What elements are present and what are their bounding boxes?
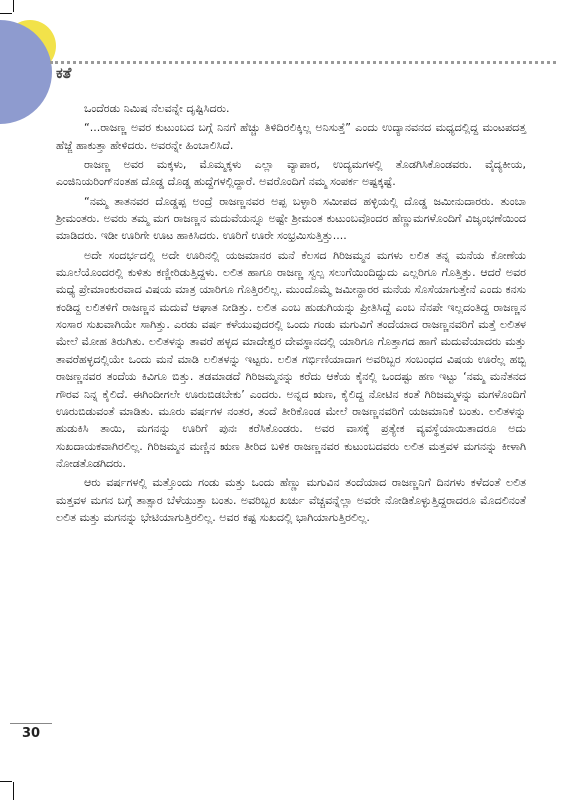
paragraph: ಒಂದೆರಡು ನಿಮಿಷ ನೆಲವನ್ನೇ ದೃಷ್ಟಿಸಿದರು. bbox=[84, 102, 230, 115]
paragraph: ಆರು ವರ್ಷಗಳಲ್ಲಿ ಮತ್ತೊಂದು ಗಂಡು ಮತ್ತು ಒಂದು ಹೆಣ್ಣು ಮಗುವಿನ ತಂದೆಯಾದ ರಾಜಣ್ಣನಿಗೆ ದಿನಗಳು ಕಳೆದಂತೆ ಲಲಿತ ಮತ್ತವಳ ಮಗನ ಬಗ್ಗೆ ತಾತ್ಸಾರ ಬೆಳೆಯುತ್ತಾ ಬಂತು. ಅವರಿಬ್ಬರ ಖರ್ಚು ವೆಚ್ಚವನ್ನೆಲ್ಲಾ ಅವರೇ ನೋಡಿಕೊಳ್ಳುತ್ತಿದ್ದರಾದರೂ ಮೊದಲಿನಂತೆ ಲಲಿತ ಮತ್ತು ಮಗನನ್ನು ಭೇಟಿಯಾಗುತ್ತಿರಲಿಲ್ಲ. ಅವರ ಕಷ್ಟ ಸುಖದಲ್ಲಿ ಭಾಗಿಯಾಗುತ್ತಿರಲಿಲ್ಲ. bbox=[56, 476, 526, 524]
crop-mark-top-left-horizontal bbox=[0, 13, 12, 14]
paragraph: ರಾಜಣ್ಣ ಅವರ ಮಕ್ಕಳು, ಮೊಮ್ಮಕ್ಕಳು ಎಲ್ಲಾ ವ್ಯಾಪಾರ, ಉದ್ಯಮಗಳಲ್ಲಿ ತೊಡಗಿಸಿಕೊಂಡವರು. ವೈದ್ಯಕೀಯ, ಎಂಜಿನಿಯರಿಂಗ್‌ನಂತಹ ದೊಡ್ಡ ದೊಡ್ಡ ಹುದ್ದೆಗಳಲ್ಲಿದ್ದಾರೆ. ಅವರೊಂದಿಗೆ ನಮ್ಮ ಸಂಪರ್ಕ ಅಷ್ಟಕ್ಕಷ್ಟೆ. bbox=[56, 158, 526, 189]
paragraph: “...ರಾಜಣ್ಣ ಅವರ ಕುಟುಂಬದ ಬಗ್ಗೆ ನಿನಗೆ ಹೆಚ್ಚು ತಿಳಿದಿರಲಿಕ್ಕಿಲ್ಲ ಅನಿಸುತ್ತೆ” ಎಂದು ಉದ್ಯಾನವನದ ಮಧ್ಯದಲ್ಲಿದ್ದ ಮಂಟಪದತ್ತ ಹೆಜ್ಜೆ ಹಾಕುತ್ತಾ ಹೇಳಿದರು. ಅವರನ್ನೇ ಹಿಂಬಾಲಿಸಿದೆ. bbox=[56, 121, 526, 152]
crop-mark-bottom-left-vertical bbox=[13, 782, 14, 800]
article-body bbox=[56, 100, 526, 526]
paragraph: ಅದೇ ಸಂದರ್ಭದಲ್ಲಿ ಅದೇ ಊರಿನಲ್ಲಿ ಯಜಮಾನರ ಮನೆ ಕೆಲಸದ ಗಿರಿಜಮ್ಮನ ಮಗಳು ಲಲಿತ ತನ್ನ ಮನೆಯ ಕೋಣೆಯ ಮೂಲೆಯೊಂದರಲ್ಲಿ ಕುಳಿತು ಕಣ್ಣೀರಿಡುತ್ತಿದ್ದಳು. ಲಲಿತ ಹಾಗೂ ರಾಜಣ್ಣ ಸ್ವಲ್ಪ ಸಲುಗೆಯಿಂದಿದ್ದುದು ಎಲ್ಲರಿಗೂ ಗೊತ್ತಿತ್ತು. ಆದರೆ ಅವರ ಮಧ್ಯೆ ಪ್ರೇಮಾಂಕುರವಾದ ವಿಷಯ ಮಾತ್ರ ಯಾರಿಗೂ ಗೊತ್ತಿರಲಿಲ್ಲ. ಮುಂದೊಮ್ಮೆ ಜಮೀನ್ದಾರರ ಮನೆಯ ಸೊಸೆಯಾಗುತ್ತೇನೆ ಎಂದು ಕನಸು ಕಂಡಿದ್ದ ಲಲಿತಳಿಗೆ ರಾಜಣ್ಣನ ಮದುವೆ ಆಘಾತ ನೀಡಿತ್ತು. ಲಲಿತ ಎಂಬ ಹುಡುಗಿಯನ್ನು ಪ್ರೀತಿಸಿದ್ದೆ ಎಂಬ ನೆನಪೇ ಇಲ್ಲದಂತಿದ್ದ ರಾಜಣ್ಣನ ಸಂಸಾರ ಸುಖವಾಗಿಯೇ ಸಾಗಿತ್ತು. ಎರಡು ವರ್ಷ ಕಳೆಯುವುದರಲ್ಲಿ ಒಂದು ಗಂಡು ಮಗುವಿಗೆ ತಂದೆಯಾದ ರಾಜಣ್ಣನವರಿಗೆ ಮತ್ತೆ ಲಲಿತಳ ಮೇಲೆ ಮೋಹ ತಿರುಗಿತು. ಲಲಿತಳನ್ನು ತಾವರೆ ಹಳ್ಳದ ಮಾದೇಶ್ವರ ದೇವಸ್ಥಾನದಲ್ಲಿ ಯಾರಿಗೂ ಗೊತ್ತಾಗದ ಹಾಗೆ ಮದುವೆಯಾದರು ಮತ್ತು ತಾವರೆಹಳ್ಳದಲ್ಲಿಯೇ ಒಂದು ಮನೆ ಮಾಡಿ ಲಲಿತಳನ್ನು ಇಟ್ಟರು. ಲಲಿತ ಗರ್ಭಿಣಿಯಾದಾಗ ಅವರಿಬ್ಬರ ಸಂಬಂಧದ ವಿಷಯ ಊರೆಲ್ಲ ಹಬ್ಬಿ ರಾಜಣ್ಣನವರ ತಂದೆಯ ಕಿವಿಗೂ ಬಿತ್ತು. ತಡಮಾಡದೆ ಗಿರಿಜಮ್ಮನನ್ನು ಕರೆದು ಆಕೆಯ ಕೈನಲ್ಲಿ ಒಂದಷ್ಟು ಹಣ ಇಟ್ಟು ‘ನಮ್ಮ ಮನೆತನದ ಗೌರವ ನಿನ್ನ ಕೈಲಿದೆ. ಈಗಿಂದೀಗಲೇ ಊರುಬಿಡಬೇಕು’ ಎಂದರು. ಅನ್ನದ ಋಣ, ಕೈಲಿದ್ದ ನೋಟಿನ ಕಂತೆ ಗಿರಿಜಮ್ಮಳನ್ನು ಮಗಳೊಂದಿಗೆ ಊರುಬಿಡುವಂತೆ ಮಾಡಿತು. ಮೂರು ವರ್ಷಗಳ ನಂತರ, ತಂದೆ ತೀರಿಕೊಂಡ ಮೇಲೆ ರಾಜಣ್ಣನವರಿಗೆ ಯಜಮಾನಿಕೆ ಬಂತು. ಲಲಿತಳನ್ನು ಹುಡುಕಿಸಿ ತಾಯಿ, ಮಗನನ್ನು ಊರಿಗೆ ಪುನಃ ಕರೆಸಿಕೊಂಡರು. ಅವರ ವಾಸಕ್ಕೆ ಪ್ರತ್ಯೇಕ ವ್ಯವಸ್ಥೆಯಾಯಿತಾದರೂ ಅದು ಸುಖದಾಯಕವಾಗಿರಲಿಲ್ಲ. ಗಿರಿಜಮ್ಮನ ಮಣ್ಣಿನ ಋಣ ತೀರಿದ ಬಳಿಕ ರಾಜಣ್ಣನವರ ಕುಟುಂಬದವರು ಲಲಿತ ಮತ್ತವಳ ಮಗನನ್ನು ಕೀಳಾಗಿ ನೋಡತೊಡಗಿದರು. bbox=[56, 248, 526, 470]
crop-mark-bottom-left-horizontal bbox=[0, 781, 12, 782]
paragraph: “ನಮ್ಮ ತಾತನವರ ದೊಡ್ಡಪ್ಪ ಅಂದ್ರೆ ರಾಜಣ್ಣನವರ ಅಪ್ಪ ಬಳ್ಳಾರಿ ಸಮೀಪದ ಹಳ್ಳಿಯಲ್ಲಿ ದೊಡ್ಡ ಜಮೀನುದಾರರು. ತುಂಬಾ ಶ್ರೀಮಂತರು. ಅವರು ತಮ್ಮ ಮಗ ರಾಜಣ್ಣನ ಮದುವೆಯನ್ನೂ ಅಷ್ಟೇ ಶ್ರೀಮಂತ ಕುಟುಂಬವೊಂದರ ಹೆಣ್ಣುಮಗಳೊಂದಿಗೆ ವಿಜೃಂಭಣೆಯಿಂದ ಮಾಡಿದರು. ಇಡೀ ಊರಿಗೇ ಊಟ ಹಾಕಿಸಿದರು. ಊರಿಗೆ ಊರೇ ಸಂಭ್ರಮಿಸುತ್ತಿತ್ತು.... bbox=[56, 194, 526, 243]
header-dotted-rule bbox=[50, 61, 556, 64]
section-title: ಕತೆ bbox=[56, 64, 72, 82]
page-number: 30 bbox=[22, 726, 41, 741]
page-number-rule bbox=[10, 723, 52, 724]
decorative-circles bbox=[0, 20, 60, 130]
crop-mark-top-left-vertical bbox=[13, 0, 14, 12]
